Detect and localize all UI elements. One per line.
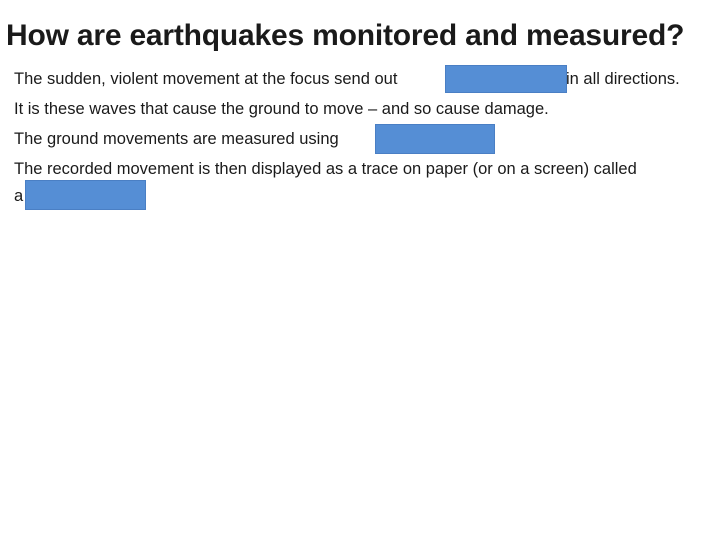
slide-title: How are earthquakes monitored and measured?	[6, 19, 685, 52]
line-5: a	[14, 187, 24, 205]
hidden-answer-box-1[interactable]	[445, 65, 567, 93]
hidden-answer-box-2[interactable]	[375, 124, 495, 154]
hidden-answer-box-3[interactable]	[25, 180, 146, 210]
line-1-start: The sudden, violent movement at the focus send out	[14, 70, 398, 88]
line-2: It is these waves that cause the ground to move – and so cause damage.	[14, 100, 549, 118]
line-3: The ground movements are measured using	[14, 130, 339, 148]
line-1-end: in all directions.	[566, 70, 680, 88]
line-4: The recorded movement is then displayed as a trace on paper (or on a screen) called	[14, 160, 637, 178]
